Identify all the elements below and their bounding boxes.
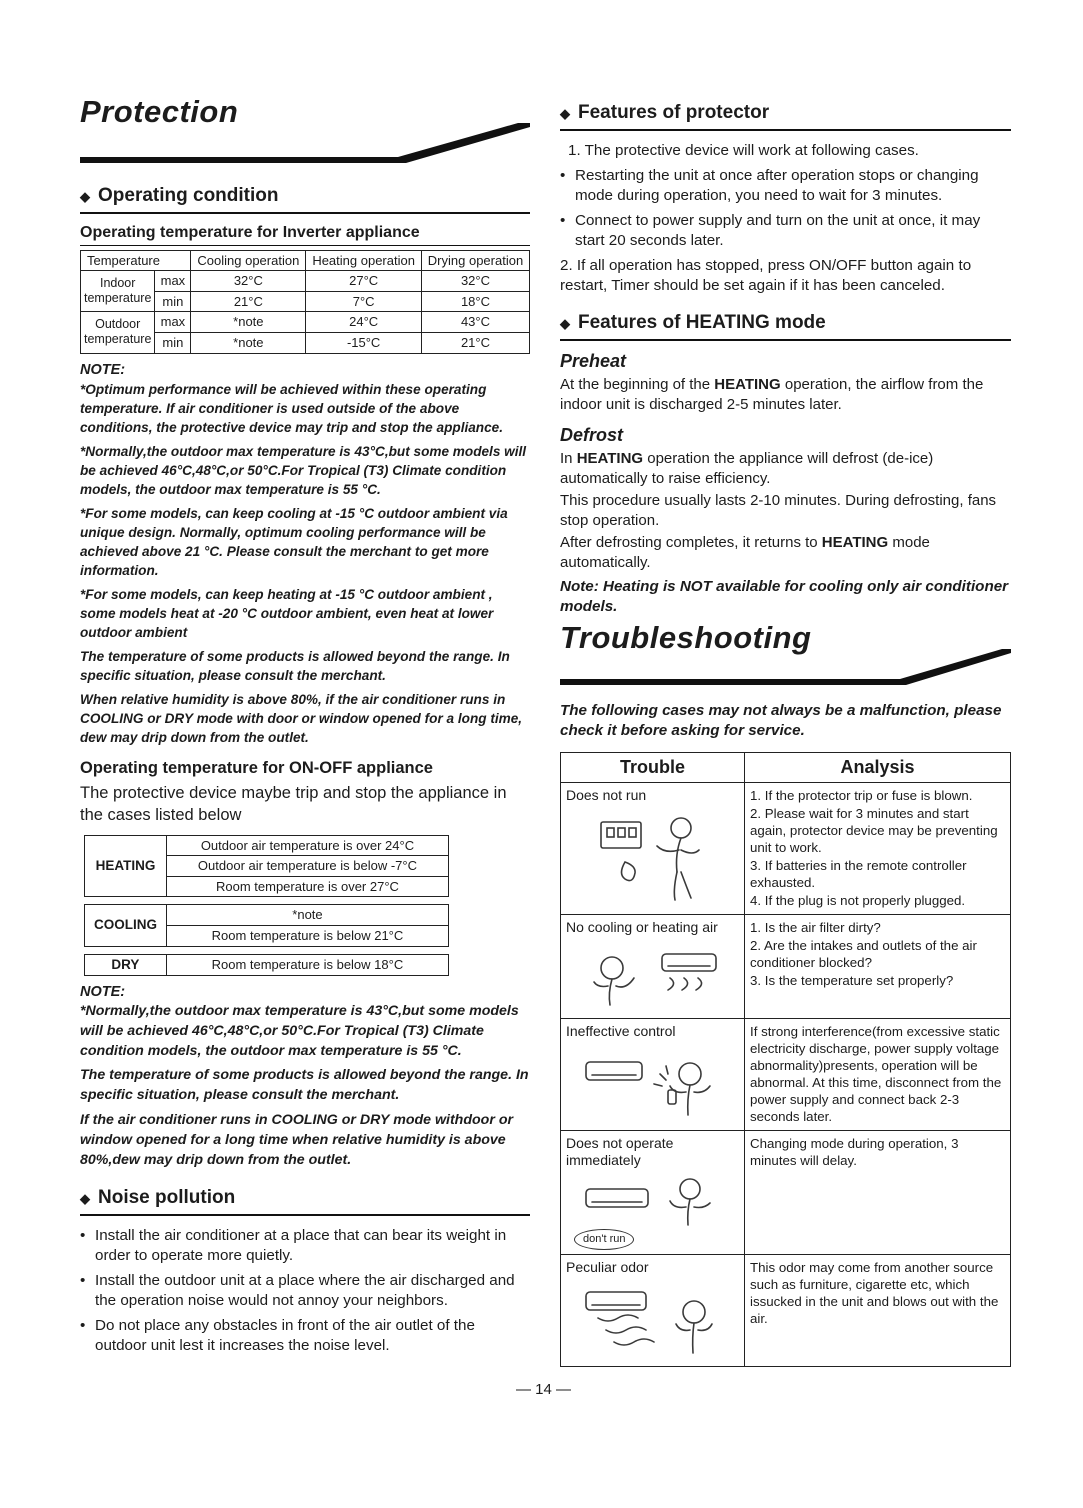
cell-cooling-header: Cooling operation <box>191 250 306 271</box>
dry-conditions-table <box>84 954 449 976</box>
cell-condition: Room temperature is below 18°C <box>166 954 448 975</box>
onoff-heading: Operating temperature for ON-OFF appliance <box>80 759 433 778</box>
page-number: — 14 — <box>515 1380 572 1398</box>
cell-minmax: min <box>155 332 191 353</box>
trouble-cell <box>561 1019 745 1131</box>
cell-indoor-group: Indoor temperature <box>81 271 155 312</box>
analysis-cell <box>745 915 1011 1019</box>
cell-value: -15°C <box>306 332 422 353</box>
trouble-label: No cooling or heating air <box>566 919 718 936</box>
troubleshooting-table <box>560 752 1011 1367</box>
table-row <box>85 835 449 856</box>
table-header-row <box>561 752 1011 783</box>
cell-value: 32°C <box>191 271 306 292</box>
analysis-cell <box>745 783 1011 915</box>
table-row <box>561 1131 1011 1255</box>
note-paragraph: *Normally,the outdoor max temperature is 43°C,but some models will be achieved 46°C,48°C,or 50°C.For Tropical (T3) Climate condition models, the outdoor max temperature is 55 °C. <box>80 443 527 497</box>
defrost-paragraph-1 <box>560 449 1011 489</box>
table-row <box>561 1019 1011 1131</box>
right-column <box>560 96 1011 1367</box>
bullet-icon: • <box>560 212 566 230</box>
analysis-cell <box>745 1131 1011 1255</box>
trouble-cell <box>561 915 745 1019</box>
features-protector-heading-label: Features of protector <box>578 102 770 123</box>
analysis-cell <box>745 1019 1011 1131</box>
note-paragraph: *Optimum performance will be achieved within these operating temperature. If air conditioner is used outside of the above conditions, the protective device may trip and stop the appliance. <box>80 381 504 435</box>
note1-label: NOTE: <box>80 361 126 378</box>
note-paragraph: *Normally,the outdoor max temperature is 43°C,but some models will be achieved 46°C,48°C,or 50°C.For Tropical (T3) Climate condition models, the outdoor max temperature is 55 °C. <box>80 1002 519 1059</box>
features-heating-heading-label: Features of HEATING mode <box>578 312 826 334</box>
note-paragraph: *For some models, can keep cooling at -15 °C outdoor ambient via unique design. Normally, optimum cooling performance will be achieved above 21 °C. Please consult the merchant to get more information. <box>80 505 508 578</box>
protection-title-block <box>80 96 530 169</box>
cell-condition: Outdoor air temperature is over 24°C <box>166 835 448 856</box>
table-row <box>81 250 530 271</box>
analysis-header-cell: Analysis <box>745 752 1011 783</box>
left-column <box>80 96 530 1367</box>
cell-value: *note <box>191 312 306 333</box>
cell-value: *note <box>191 332 306 353</box>
text-segment-bold: HEATING <box>714 376 781 394</box>
cell-value: 21°C <box>191 291 306 312</box>
onoff-tables <box>80 835 530 976</box>
trouble-label: Does not operate immediately <box>566 1135 674 1168</box>
troubleshooting-intro: The following cases may not always be a malfunction, please check it before asking for service. <box>560 701 1002 740</box>
note-paragraph: The temperature of some products is allowed beyond the range. In specific situation, please consult the merchant. <box>80 648 510 683</box>
defrost-paragraph-3 <box>560 533 1011 573</box>
operating-condition-heading-label: Operating condition <box>98 184 279 206</box>
trouble-cell <box>561 783 745 915</box>
protector-list <box>560 141 1011 296</box>
table-row <box>85 954 449 975</box>
analysis-line: This odor may come from another source such as furniture, cigarette etc, which issucked in the unit and blows out with the air. <box>750 1259 999 1326</box>
analysis-cell <box>745 1254 1011 1366</box>
cell-mode: DRY <box>85 954 167 975</box>
analysis-line: 1. Is the air filter dirty? <box>750 920 881 936</box>
list-item <box>80 1316 530 1356</box>
dont-run-bubble: don't run <box>574 1229 634 1250</box>
analysis-line: 4. If the plug is not properly plugged. <box>750 893 966 909</box>
list-item-text: Install the outdoor unit at a place where the air discharged and the operation noise would not annoy your neighbors. <box>95 1271 515 1309</box>
table-row <box>561 783 1011 915</box>
analysis-line: 1. If the protector trip or fuse is blown. <box>750 788 973 804</box>
defrost-heading: Defrost <box>560 425 624 446</box>
analysis-line: 3. Is the temperature set properly? <box>750 973 954 989</box>
cell-outdoor-group: Outdoor temperature <box>81 312 155 353</box>
ac-unit-and-person-with-remote-illustration <box>578 1046 728 1124</box>
analysis-line: If strong interference(from excessive static electricity discharge, power supply voltage abnormality)presents, operation will be abnormal. At this time, disconnect from the power supply and connect back 2-3 seconds later. <box>750 1024 1002 1125</box>
cell-mode: HEATING <box>85 835 167 897</box>
ac-unit-and-person-illustration <box>578 1175 728 1227</box>
diamond-icon: ◆ <box>80 1190 90 1206</box>
list-item-text: 2. If all operation has stopped, press ON/OFF button again to restart, Timer should be set again if it has been canceled. <box>560 257 972 295</box>
text-segment: operation the appliance will defrost (de-ice) automatically to raise efficiency. <box>560 450 934 488</box>
bullet-icon: • <box>560 167 566 185</box>
text-segment: operation, the airflow from the indoor unit is discharged 2-5 minutes later. <box>560 376 984 414</box>
list-item <box>560 166 1011 206</box>
bullet-icon: • <box>80 1226 86 1244</box>
cell-temperature-header: Temperature <box>81 250 191 271</box>
list-item-text: Install the air conditioner at a place that can bear its weight in order to operate more quietly. <box>95 1226 507 1264</box>
trouble-label: Ineffective control <box>566 1023 676 1040</box>
cell-value: 43°C <box>421 312 529 333</box>
analysis-line: 3. If batteries in the remote controller exhausted. <box>750 858 967 891</box>
table-row <box>561 1254 1011 1366</box>
inverter-heading: Operating temperature for Inverter appliance <box>80 224 530 246</box>
diamond-icon: ◆ <box>80 188 90 204</box>
trouble-label: Peculiar odor <box>566 1258 649 1275</box>
list-item-text: Do not place any obstacles in front of the air outlet of the outdoor unit lest it increases the noise level. <box>95 1317 475 1355</box>
list-item <box>80 1271 530 1311</box>
bullet-icon: • <box>80 1317 86 1335</box>
noise-pollution-heading <box>80 1187 530 1216</box>
cell-value: 24°C <box>306 312 422 333</box>
features-protector-heading <box>560 102 1011 131</box>
cell-value: 18°C <box>421 291 529 312</box>
text-segment: In <box>560 450 577 468</box>
cell-drying-header: Drying operation <box>421 250 529 271</box>
cell-minmax: min <box>155 291 191 312</box>
text-segment: After defrosting completes, it returns to <box>560 534 822 552</box>
troubleshooting-title-block <box>560 619 1011 691</box>
cell-value: 7°C <box>306 291 422 312</box>
defrost-note: Note: Heating is NOT available for cooling only air conditioner models. <box>560 577 1009 616</box>
operating-condition-heading <box>80 185 530 214</box>
cell-value: 32°C <box>421 271 529 292</box>
trouble-label: Does not run <box>566 787 647 804</box>
list-item <box>560 141 1011 161</box>
list-item-text: Connect to power supply and turn on the unit at once, it may start 20 seconds later. <box>575 212 981 250</box>
text-segment: At the beginning of the <box>560 376 715 394</box>
diamond-icon: ◆ <box>560 316 570 332</box>
trouble-cell <box>561 1254 745 1366</box>
list-item-text: 1. The protective device will work at following cases. <box>568 142 919 159</box>
cell-minmax: max <box>155 312 191 333</box>
cell-condition: Room temperature is below 21°C <box>166 925 448 946</box>
analysis-line: Changing mode during operation, 3 minutes will delay. <box>750 1136 959 1169</box>
cell-condition: *note <box>166 905 448 926</box>
note-paragraph: If the air conditioner runs in COOLING or DRY mode withdoor or window opened for a long time when relative humidity is above 80%,dew may drip down from the outlet. <box>80 1112 514 1168</box>
cell-value: 27°C <box>306 271 422 292</box>
trouble-header-cell: Trouble <box>561 752 745 783</box>
troubleshooting-title: Troubleshooting <box>560 619 812 655</box>
list-item <box>80 1226 530 1266</box>
ac-unit-odor-and-person-illustration <box>578 1282 728 1360</box>
analysis-line: 2. Please wait for 3 minutes and start again, protector device may be preventing unit to work. <box>750 806 998 856</box>
cell-mode: COOLING <box>85 905 167 946</box>
trouble-cell <box>561 1131 745 1255</box>
cell-heating-header: Heating operation <box>306 250 422 271</box>
protection-title: Protection <box>80 94 239 129</box>
onoff-intro: The protective device maybe trip and stop the appliance in the cases listed below <box>80 784 507 825</box>
text-segment-bold: HEATING <box>821 534 889 552</box>
note-paragraph: *For some models, can keep heating at -15 °C outdoor ambient , some models heat at -20 °C outdoor ambient, even heat at lower outdoor ambient <box>80 586 494 640</box>
list-item <box>560 256 1011 296</box>
text-segment: mode automatically. <box>560 534 930 571</box>
list-item <box>560 211 1011 251</box>
bullet-icon: • <box>80 1271 86 1289</box>
noise-pollution-heading-label: Noise pollution <box>98 1186 236 1208</box>
analysis-line: 2. Are the intakes and outlets of the air conditioner blocked? <box>750 938 977 971</box>
heating-conditions-table <box>84 835 449 898</box>
defrost-paragraph-2: This procedure usually lasts 2-10 minutes. During defrosting, fans stop operation. <box>560 492 997 530</box>
inverter-temperature-table <box>80 250 530 354</box>
cooling-conditions-table <box>84 904 449 946</box>
note-paragraph: When relative humidity is above 80%, if the air conditioner runs in COOLING or DRY mode with door or window opened for a long time, dew may drip down from the outlet. <box>80 691 523 746</box>
note2-label: NOTE: <box>80 983 126 1000</box>
preheat-heading: Preheat <box>560 351 627 372</box>
cell-value: 21°C <box>421 332 529 353</box>
person-and-ac-unit-illustration <box>578 942 728 1012</box>
table-row <box>85 905 449 926</box>
cell-minmax: max <box>155 271 191 292</box>
diamond-icon: ◆ <box>560 106 570 121</box>
table-row <box>81 312 530 333</box>
table-row <box>81 271 530 292</box>
table-row <box>561 915 1011 1019</box>
cell-condition: Room temperature is over 27°C <box>166 876 448 897</box>
list-item-text: Restarting the unit at once after operation stops or changing mode during operation, you need to wait for 3 minutes. <box>575 167 979 205</box>
features-heating-heading <box>560 312 1011 341</box>
noise-bullet-list <box>80 1226 530 1356</box>
note-paragraph: The temperature of some products is allowed beyond the range. In specific situation, please consult the merchant. <box>80 1067 529 1104</box>
text-segment-bold: HEATING <box>576 450 644 468</box>
cell-condition: Outdoor air temperature is below -7°C <box>166 856 448 877</box>
remote-and-person-illustration <box>583 810 723 906</box>
preheat-paragraph <box>560 375 1011 415</box>
